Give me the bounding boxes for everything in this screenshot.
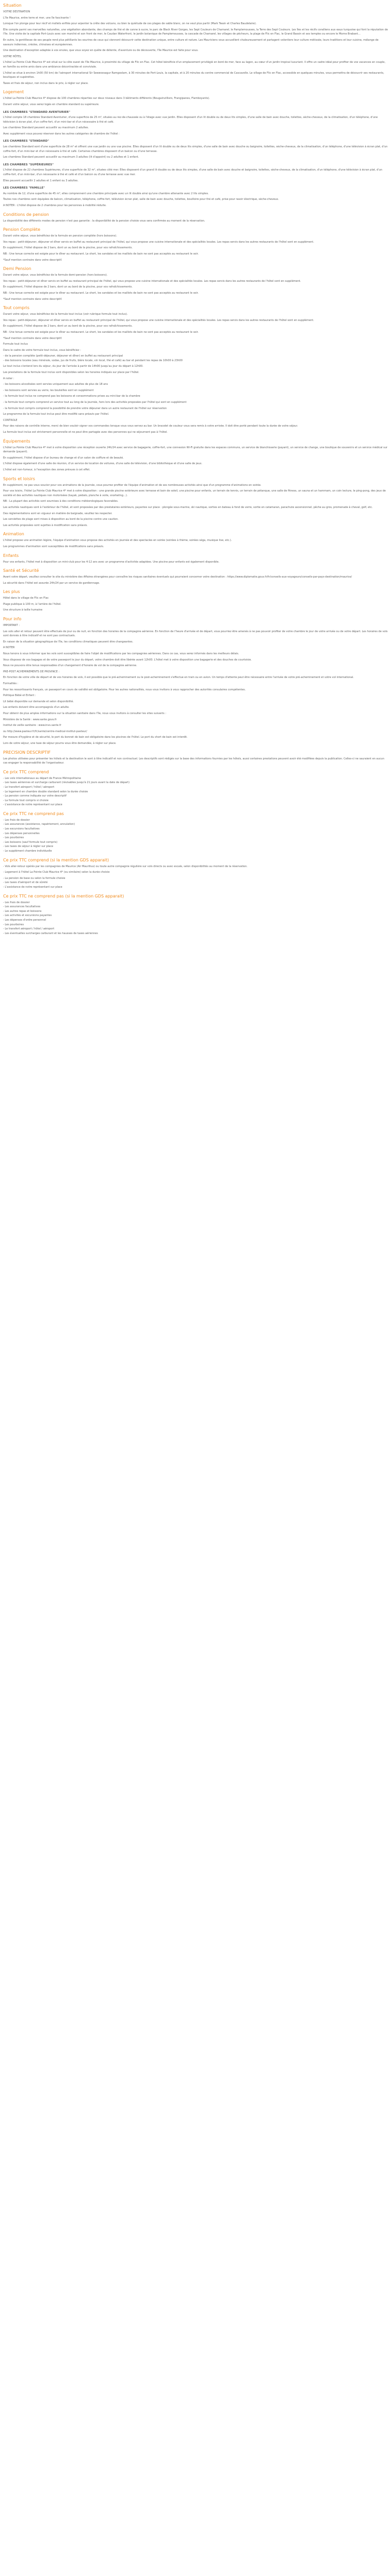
section-heading: Santé et Sécurité [3,568,39,573]
list-item: - Les taxes d'aéroport et de sûreté [3,881,48,885]
paragraph: En supplément, l'hôtel dispose de 2 bars, dont un au bord de la piscine, pour vos rafraîchissements. [3,285,133,289]
paragraph: NB : Une tenue correcte est exigée pour le dîner au restaurant. Le short, les sandales et les maillots de bain ne sont pas acceptés au restaurant le soir. [3,252,199,256]
section-heading: Ce prix TTC comprend [3,769,49,774]
section-heading: Pour info [3,617,22,622]
paragraph: L'hôtel dispose de 22 chambres Supérieures, d'une superficie de 32 m², situées côté mer. Elles disposent d'un grand lit double ou de deux lits simples, d'une salle de bain avec douche et baignoire, toilettes, sèche-cheveux, de la climatisation, d'un téléphone, d'une télévision à écran plat, d'un coffre-fort, d'un mini-bar, d'un nécessaire à thé et café et d'un balcon ou d'une terrasse avec vue mer. [3,168,382,177]
list-item: - La formule tout compris si choisie [3,799,48,802]
paragraph: Formalités : [3,682,19,685]
paragraph: Les activités proposées sont sujettes à modification sans préavis. [3,523,88,527]
paragraph: L'hôtel est non-fumeur, à l'exception des zones prévues à cet effet. [3,468,90,471]
list-item: - Les pourboires [3,923,24,926]
paragraph: Durant votre séjour, vous bénéficiez de la formule demi-pension (hors boissons). [3,274,108,277]
section-tout-compris [3,306,388,434]
paragraph: A noter : [3,377,14,380]
paragraph: En outre, la gentillesse de ses peuple rend plus pétillants les sourires de ceux qui viennent découvrir cette destination unique, entre culture et nature. Les Mauriciens vous accueillent chaleureusement et partagent volontiers leur culture métissée, leurs traditions et leur cuisine, mélange de saveurs indiennes, créoles, chinoises et européennes. [3,38,379,46]
section-heading: Équipements [3,438,30,444]
section-demi-pension [3,266,388,301]
paragraph: Institut de veille sanitaire : www.invs.sante.fr [3,724,61,727]
section-heading: Ce prix TTC ne comprend pas [3,811,64,816]
paragraph: L'hôtel compte 18 chambres Standard Aventurier, d'une superficie de 25 m², situées au rez-de-chaussée ou à l'étage avec vue jardin. Elles disposent d'un lit double ou de deux lits simples, d'une salle de bain avec douche, toilettes, sèche-cheveux, de la climatisation, d'un téléphone, d'une télévision à écran plat, d'un coffre-fort, d'un mini-bar et d'un nécessaire à thé et café. [3,116,378,124]
paragraph: Hôtel dans le village de Flic en Flac [3,597,49,600]
list-item: - L'assistance de notre représentant sur place [3,886,62,889]
subheading: LES CHAMBRES "FAMILLE" [3,187,45,190]
paragraph: Plage publique à 100 m, à l'arrière de l'hôtel. [3,602,61,606]
paragraph: L'hôtel se situe à environ 1h00 (50 km) de l'aéroport international Sir Seewoosagur Ramgoolam, à 30 minutes de Port-Louis, la capitale, et à 20 minutes du centre commercial de Cascavelle. Le village de Flic en Flac, accessible en quelques minutes, vous permettra de découvrir ses restaurants, boutiques et supérettes. [3,71,384,79]
paragraph: Lit bébé disponible sur demande et selon disponibilité. [3,700,74,703]
paragraph: ou http://www.pasteur.fr/fr/sante/centre-medical-institut-pasteur/ [3,730,87,733]
paragraph: CONTROLE [3,418,18,422]
paragraph: - les boissons sont servies au verre, les bouteilles sont en supplément [3,388,94,392]
section-ce-prix-ttc-ne-comprend-pas-si-la-mention-gds-apparait [3,894,388,936]
paragraph: VOTRE HÔTEL [3,55,22,58]
section-conditions-de-pension [3,212,388,224]
paragraph: A NOTER [3,646,15,650]
paragraph: Les activités nautiques sont à l'extérieur de l'hôtel, et sont proposées par des prestataires extérieurs, payantes sur place : plongée sous-marine, ski nautique, sorties en bateau à fond de verre, sortie en catamaran, parachute ascensionnel, pêche au gros, promenade à cheval, golf, etc. [3,505,373,509]
section-ce-prix-ttc-comprend [3,770,388,807]
paragraph: Elle compte parmi ses merveilles naturelles, une végétation abondante, des champs de thé et de canne à sucre, le parc de Black River Gorges, les Sept Couleurs de Chamarel, le Pamplemousses, la Terre des Sept Couleurs. Les îles et les récifs coralliens aux eaux turquoise qui font la réputation de l'île. Une visite de la capitale Port-Louis avec son marché et son front de mer, le Caudan Waterfront, le jardin botanique de Pamplemousses, la cascade de Chamarel, les villages de pêcheurs, la plage de Flic en Flac, le Grand Bassin et ses temples ou encore le Morne Brabant… [3,28,388,36]
list-item: - Le transfert aéroport / hôtel / aéroport [3,927,55,931]
paragraph: NB : Une tenue correcte est exigée pour le dîner au restaurant. Le short, les sandales et les maillots de bain ne sont pas acceptés au restaurant le soir. [3,291,199,295]
paragraph: Les photos utilisées pour présenter les hôtels et la destination le sont à titre indicatif et non contractuel. Les descriptifs sont rédigés sur la base des informations fournies par les hôtels, aussi certaines prestations peuvent avoir été modifiées depuis la publication. Celles-ci ne sauraient en aucun cas engager la responsabilité de l'organisateur. [3,757,384,765]
section-heading: Animation [3,532,24,537]
paragraph: En fonction de votre ville de départ et de vos horaires de vols, il est possible que le pré-acheminement ou le post-acheminement s'effectue en train ou en avion. Un temps d'attente peut être nécessaire entre l'arrivée de votre pré-acheminement et votre vol international. [3,676,354,680]
paragraph: - Vols aller-retour opérés par les compagnies de Maurice (Air Mauritius) ou toute autre compagnie régulière sur vols directs ou avec escale, selon disponibilités au moment de la réservation. [3,865,248,868]
paragraph: - la formule tout inclus ne comprend pas les boissons et consommations prises au mini-bar de la chambre [3,395,140,398]
paragraph: Les programmes d'animation sont susceptibles de modifications sans préavis. [3,545,104,548]
section-heading: Les plus [3,589,20,595]
paragraph: Vos repas : petit-déjeuner et dîner servis en buffet au restaurant principal de l'hôtel, qui vous propose une cuisine internationale et des spécialités locales. Les repas servis dans les autres restaurants de l'hôtel sont en supplément. [3,279,301,283]
section-heading: Ce prix TTC ne comprend pas (si la mention GDS apparait) [3,893,124,899]
section-sports-et-loisirs [3,477,388,528]
paragraph: Au nombre de 12, d'une superficie de 45 m², elles comprennent une chambre principale avec un lit double ainsi qu'une chambre attenante avec 2 lits simples. [3,192,209,195]
section-heading: Situation [3,3,22,8]
paragraph: L'hôtel La Pointe Club Maurice 4* dispose de 100 chambres réparties sur deux niveaux dans 3 bâtiments différents (Bougainvilliers, Frangipanes, Flamboyants). [3,97,210,100]
paragraph: Toutes nos chambres sont équipées de balcon, climatisation, téléphone, coffre-fort, télévision écran plat, salle de bain avec douche, toilettes, bouilloire pour thé et café, prise pour rasoir électrique, sèche-cheveux. [3,198,279,201]
section-animation [3,532,388,549]
list-item: - des boissons locales (eau minérale, sodas, jus de fruits, bière locale, vin local, thé et café) au bar et pendant les repas de 10h00 à 23h00 [3,359,183,362]
paragraph: Les prestations de la formule tout inclus sont disponibles selon les horaires indiqués sur place par l'hôtel. [3,371,139,375]
paragraph: Vos repas : petit-déjeuner, déjeuner et dîner servis en buffet au restaurant principal de l'hôtel, qui vous propose une cuisine internationale et des spécialités locales. Les repas servis dans les autres restaurants de l'hôtel sont en supplément. [3,240,314,244]
section-sante-et-securite [3,568,388,585]
paragraph: Pour des raisons de contrôle interne, merci de bien vouloir signer vos commandes lorsque vous vous servez au bar. Un bracelet de couleur vous sera remis à votre arrivée. Il doit être porté pendant toute la durée de votre séjour. [3,425,298,428]
list-item: - Les dépenses d'ordre personnel [3,918,46,922]
paragraph: Le programme de la formule tout inclus peut être modifié sans préavis par l'hôtel. [3,413,109,416]
section-heading: Conditions de pension [3,212,49,217]
paragraph: Nous ne pouvons être tenus responsables d'un changement d'horaire de vol de la compagnie aérienne. [3,664,137,668]
list-item: - Les autres repas et boissons [3,909,42,913]
paragraph: Dans le cadre de votre formule tout inclus, vous bénéficiez : [3,348,81,352]
section-pension-complete [3,227,388,262]
section-heading: Enfants [3,553,19,558]
section-heading: Pension Complète [3,227,40,232]
paragraph: Par mesure d'hygiène et de sécurité, le port du bonnet de bain est obligatoire dans les piscines de l'hôtel. Le port du short de bain est interdit. [3,736,188,739]
section-pour-info [3,617,388,745]
paragraph: - les boissons alcoolisées sont servies uniquement aux adultes de plus de 18 ans [3,383,108,386]
paragraph: *Sauf mention contraire dans votre descriptif. [3,297,62,301]
paragraph: Formule tout inclus [3,343,28,346]
paragraph: Lors de votre séjour, une taxe de séjour pourra vous être demandée, à régler sur place. [3,741,117,745]
paragraph: L'hôtel La Pointe Club Maurice 4* est situé sur la côte ouest de l'île Maurice, à proximité du village de Flic en Flac. Cet hôtel bénéficie d'un emplacement privilégié en bord de mer, face au lagon, au cœur d'un jardin tropical luxuriant. Il offre un cadre idéal pour profiter de vos vacances en couple, en famille ou entre amis dans une ambiance décontractée et conviviale. [3,61,386,69]
bullet-list [3,818,388,854]
paragraph: - Logement à l'hôtel La Pointe Club Maurice 4* (ou similaire) selon la durée choisie [3,871,110,874]
list-item: - Le logement en chambre double standard selon la durée choisie [3,790,88,793]
bullet-list [3,776,388,807]
paragraph: L'île Maurice, entre terre et mer, une île fascinante ! [3,16,71,20]
paragraph: A NOTER : L'hôtel dispose de 2 chambres pour les personnes à mobilité réduite. [3,204,107,207]
section-heading: Sports et loisirs [3,476,35,481]
section-ce-prix-ttc-ne-comprend-pas [3,811,388,854]
paragraph: En supplément, l'hôtel dispose d'un bureau de change et d'un salon de coiffure et de beauté. [3,456,124,460]
list-item: - Le supplément chambre individuelle [3,850,52,853]
paragraph: L'hôtel La Pointe Club Maurice 4* met à votre disposition une réception ouverte 24h/24 avec service de bagagerie, coffre-fort, une connexion Wi-Fi gratuite dans les espaces communs, un service de blanchisserie (payant), un service de change, une boutique de souvenirs et un service médical sur demande (payant). [3,446,387,454]
paragraph: Taxes et frais de séjour, non inclus dans le prix, à régler sur place. [3,81,89,85]
paragraph: NB : Une tenue correcte est exigée pour le dîner au restaurant. Le short, les sandales et les maillots de bain ne sont pas acceptés au restaurant le soir. [3,330,199,334]
paragraph: En supplément, l'hôtel dispose de 2 bars, dont un au bord de la piscine, pour vos rafraîchissements. [3,325,133,328]
section-heading: Ce prix TTC comprend (si la mention GDS apparait) [3,857,109,862]
paragraph: PRE-POST ACHEMINEMENTS DE PROVINCE : [3,670,60,673]
subheading: LES CHAMBRES "SUPÉRIEURES" [3,163,54,166]
paragraph: IMPORTANT : [3,624,20,628]
paragraph: NB : La plupart des activités sont soumises à des conditions météorologiques favorables. [3,500,119,503]
list-item: - La pension de base ou selon la formule choisie [3,876,66,880]
paragraph: Une destination d'exception adaptée à vos envies, que vous soyez en quête de détente, d'aventure ou de découverte, l'île Maurice est faite pour vous. [3,49,199,53]
list-item: - Les excursions facultatives [3,827,40,831]
paragraph: Pour les ressortissants français, un passeport en cours de validité est obligatoire. Pour les autres nationalités, nous vous invitons à vous rapprocher des autorités consulaires compétentes. [3,688,246,691]
list-item: - Les pourboires [3,836,24,840]
paragraph: Durant votre séjour, vous bénéficiez de la formule tout inclus (voir rubrique formule tout inclus). [3,313,128,316]
paragraph: Avec supplément vous pouvez réserver dans les autres catégories de chambre de l'hôtel : [3,132,120,135]
list-item: - Les boissons (sauf formule tout compris) [3,840,58,844]
paragraph: Vous disposez de vos bagages et de votre passeport le jour du départ, votre chambre doit être libérée avant 12h00. L'hôtel met à votre disposition une bagagerie et des douches de courtoisie. [3,658,252,662]
list-item: - Les taxes de séjour à régler sur place [3,845,54,849]
paragraph: Durant votre séjour, vous serez logés en chambre standard ou supérieure. [3,103,100,106]
list-item: - Les activités et excursions payantes [3,914,52,918]
paragraph: - la formule tout compris comprend la possibilité de prendre votre déjeuner dans un autre restaurant de l'hôtel sur réservation [3,406,167,410]
paragraph: Ministère de la Santé : www.sante.gouv.fr [3,718,57,721]
list-item: - Les assurances (assistance, rapatriement, annulation) [3,823,75,826]
paragraph: Les serviettes de plage sont mises à disposition au bord de la piscine contre une caution. [3,518,119,521]
paragraph: En supplément, ne pas vous soucier pour vos animations de la journée, vous pourrez profiter de l'équipe d'animation et de ses nombreuses activités ainsi que d'un programme d'animations en soirée. [3,483,262,487]
paragraph: Lorsque l'on plonge pour leur récif et mollets enfilés pour arpenter la crête des volcans, ou bien la quiétude de ces plages de sable blanc, on ne veut plus partir (Mark Twain et Charles Baudelaire). [3,22,257,26]
paragraph: Le tout inclus s'entend lors du séjour, du jour de l'arrivée à partir de 14h00 jusqu'au jour du départ à 12h00. [3,365,143,368]
section-ce-prix-ttc-comprend-si-la-mention-gds-apparait [3,858,388,890]
paragraph: Les enfants doivent être accompagnés d'un adulte. [3,706,70,709]
section-heading: Tout compris [3,306,30,311]
section-precision-descriptif [3,750,388,766]
paragraph: Nous tenons à vous informer que les vols sont susceptibles de faire l'objet de modifications par les compagnies aériennes. Dans ce cas, vous serez informés dans les meilleurs délais. [3,652,239,656]
list-item: - Les assurances facultatives [3,905,41,909]
paragraph: Vos repas : petit-déjeuner, déjeuner et dîner servis en buffet au restaurant principal de l'hôtel, qui vous propose une cuisine internationale et des spécialités locales. Les repas servis dans les autres restaurants de l'hôtel sont en supplément. [3,318,314,322]
list-item: - Les vols internationaux au départ de France Métropolitaine [3,776,82,780]
paragraph: *Sauf mention contraire dans votre descriptif. [3,258,62,262]
list-item: - La pension comme indiquée sur votre descriptif [3,794,67,798]
list-item: - Les taxes aériennes et surcharge carburant (révisables jusqu'à 21 jours avant la date de départ) [3,781,130,785]
list-item: - L'assistance de notre représentant sur place [3,803,62,807]
paragraph: Une structure à taille humaine [3,608,43,612]
list-item: - Les frais de dossier [3,901,30,904]
subheading: LES CHAMBRES "STANDARD AVENTURIER" [3,110,70,114]
bullet-list [3,876,388,890]
section-logement [3,90,388,208]
paragraph: Pour vos loisirs, l'hôtel La Pointe Club Maurice 4* met à votre disposition : une grande piscine extérieure avec terrasse et bain de soleil, une piscine pour enfants, un terrain de tennis, un terrain de pétanque, une salle de fitness, un sauna et un hammam, un coin lecture, le ping-pong, des jeux de société et des activités nautiques non motorisées (kayak, pédalo, planche à voile, snorkeling…). [3,489,386,497]
paragraph: Elles peuvent accueillir 2 adultes et 1 enfant ou 3 adultes. [3,179,78,182]
subheading: LES CHAMBRES "STANDARD" [3,140,50,143]
bullet-list [3,354,388,363]
paragraph: La disponibilité des différents modes de pension n'est pas garantie : la disponibilité de la pension choisie vous sera confirmée au moment de la réservation. [3,219,205,223]
section-les-plus [3,589,388,613]
paragraph: Les chambres Standard sont d'une superficie de 28 m² et offrent une vue jardin ou une vue piscine. Elles disposent d'un lit double ou de deux lits simples, d'une salle de bain avec douche ou baignoire, toilettes, sèche-cheveux, de la climatisation, d'un téléphone, d'une télévision à écran plat, d'un coffre-fort, d'un mini-bar et d'un nécessaire à thé et café. Certaines chambres disposent d'un balcon ou d'une terrasse. [3,145,388,153]
paragraph: En supplément, l'hôtel dispose de 2 bars, dont un au bord de la piscine, pour vos rafraîchissements. [3,246,133,250]
paragraph: - la formule tout compris comprend un service tout au long de la journée, hors lors des activités proposées par l'hôtel qui sont en supplément [3,401,187,404]
list-item: - Les frais de dossier [3,818,30,822]
paragraph: Les vols aller et retour peuvent être effectués de jour ou de nuit, en fonction des horaires de la compagnie aérienne. En fonction de l'heure d'arrivée et de départ, vous pourriez être amenés à ne pas pouvoir profiter de votre chambre le jour de votre arrivée ou de votre départ. Les horaires de vols sont donnés à titre indicatif et ne sont pas contractuels. [3,630,388,638]
bullet-list [3,901,388,936]
document [0,0,391,936]
section-heading: Demi Pension [3,266,31,272]
paragraph: VOTRE DESTINATION [3,10,30,13]
paragraph: Pour vos enfants, l'hôtel met à disposition un mini-club pour les 4-12 ans avec un programme d'activités adaptées. Une piscine pour enfants est également disponible. [3,560,220,564]
list-item: - Les éventuelles surcharges carburant et les hausses de taxes aériennes [3,931,98,935]
paragraph: Durant votre séjour, vous bénéficiez de la formule en pension complète (hors boissons). [3,234,117,238]
paragraph: Avant votre départ, veuillez consulter le site du ministère des Affaires étrangères pour connaître les risques sanitaires éventuels qui pourraient concerner votre destination : https://www.diplomatie.gouv.fr/fr/conseils-aux-voyageurs/conseils-par-pays-destination/maurice/ [3,575,352,579]
paragraph: Des réglementations sont en vigueur en matière de baignade, veuillez les respecter. [3,512,112,515]
paragraph: Pour obtenir de plus amples informations sur la situation sanitaire dans l'île, nous vous invitons à consulter les sites suivants : [3,711,167,715]
paragraph: L'hôtel dispose également d'une salle de réunion, d'un service de location de voitures, d'une salle de télévision, d'une bibliothèque et d'une salle de jeux. [3,462,203,466]
paragraph: *Sauf mention contraire dans votre descriptif. [3,336,62,340]
list-item: - de la pension complète (petit-déjeuner, déjeuner et dîner) en buffet au restaurant principal [3,354,123,358]
section-heading: Logement [3,90,24,95]
paragraph: La sécurité dans l'hôtel est assurée 24h/24 par un service de gardiennage. [3,581,100,585]
section-situation [3,3,388,86]
paragraph: En raison de la situation géographique de l'île, les conditions climatiques peuvent être changeantes. [3,640,134,643]
paragraph: Les chambres Standard peuvent accueillir au maximum 3 adultes (lit d'appoint) ou 2 adultes et 1 enfant. [3,156,139,159]
section-heading: PRECISION DESCRIPTIF [3,750,51,755]
paragraph: La formule tout inclus est strictement personnelle et ne peut être partagée avec des personnes qui ne séjournent pas à l'hôtel. [3,431,168,434]
section-enfants [3,553,388,565]
list-item: - Le transfert aéroport / hôtel / aéroport [3,785,55,789]
list-item: - Les dépenses personnelles [3,832,40,835]
paragraph: Les chambres Standard peuvent accueillir au maximum 2 adultes. [3,126,89,130]
section-equipements [3,439,388,472]
paragraph: Politique Bébé et Enfant : [3,694,36,698]
paragraph: L'hôtel propose une animation légère, l'équipe d'animation vous propose des activités en journée et des spectacles en soirée (soirées à thème, soirées séga, musique live, etc.). [3,539,232,543]
